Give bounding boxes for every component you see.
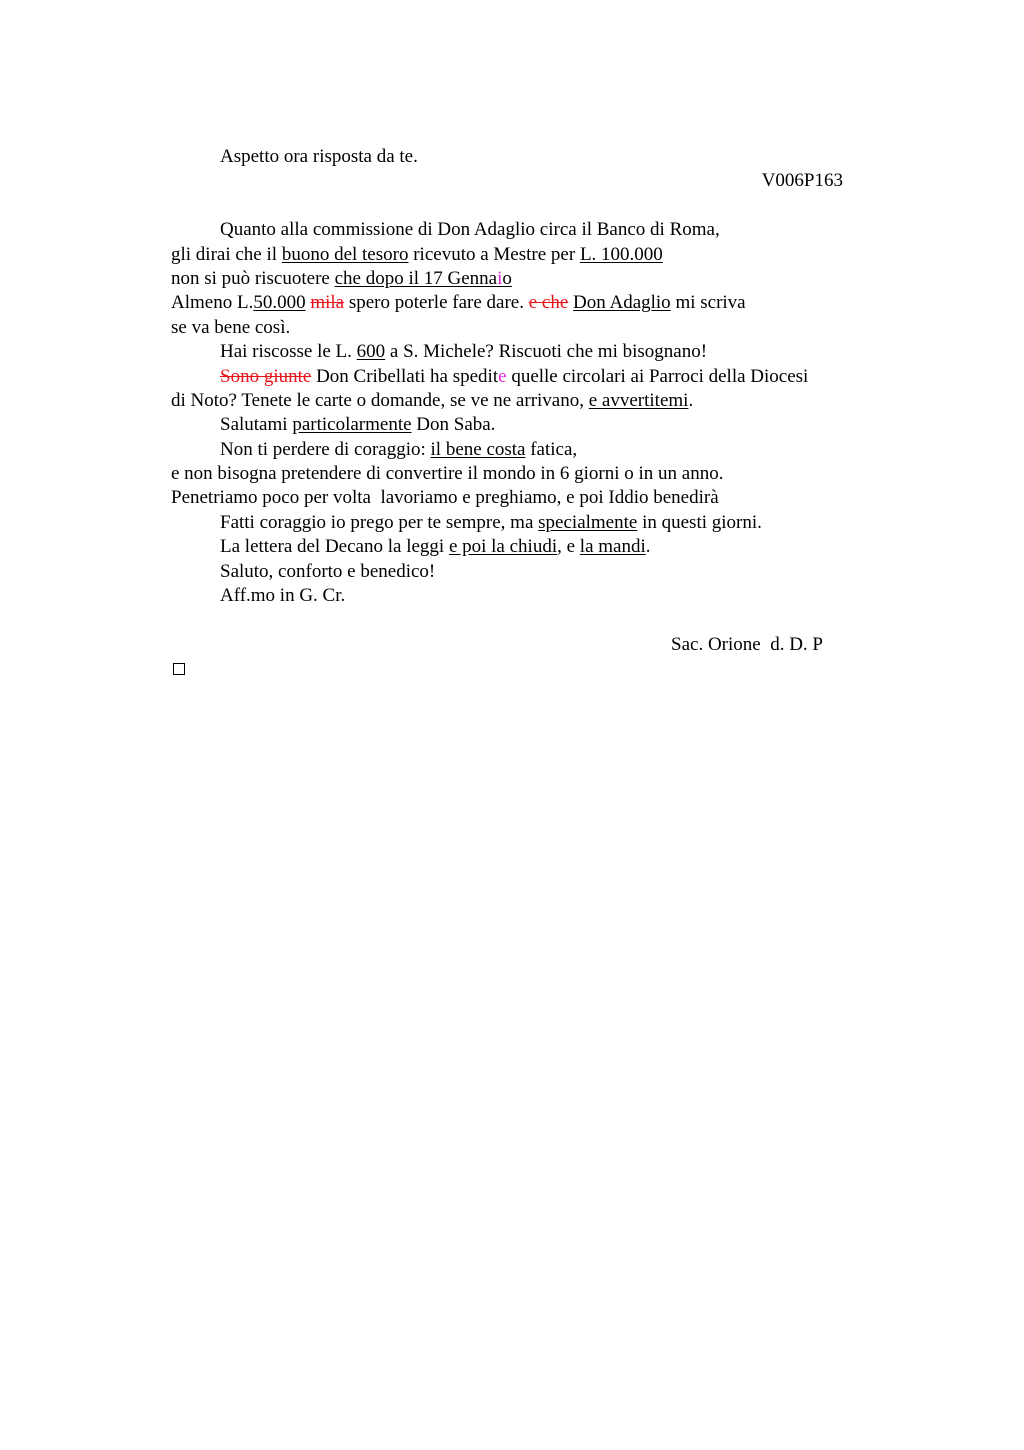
opening-line [171, 145, 871, 169]
underlined-text: particolarmente [292, 414, 412, 436]
text: V006P163 [761, 170, 843, 192]
paragraph-line [171, 243, 871, 267]
text: Fatti coraggio io prego per te sempre, ma [220, 511, 539, 533]
text: spero poterle fare dare. [344, 292, 529, 314]
underlined-text: il bene costa [430, 438, 526, 460]
inserted-text: e [498, 365, 507, 387]
paragraph-line [171, 413, 871, 437]
underlined-text: 50.000 [253, 292, 306, 314]
blank-line [171, 194, 871, 218]
text: ricevuto a Mestre per [408, 243, 580, 265]
closing-line [171, 560, 871, 584]
text: Salutami [220, 414, 293, 436]
paragraph-line [171, 218, 871, 242]
signature [171, 633, 871, 657]
underlined-text: e poi la chiudi [448, 536, 558, 558]
blank-line [171, 608, 871, 632]
text: Don Cribellati ha spedit [311, 365, 499, 387]
underlined-text: buono del tesoro [281, 243, 409, 265]
text: Quanto alla commissione di Don Adaglio circa il Banco di Roma, [220, 219, 720, 241]
text: Penetriamo poco per volta lavoriamo e preghiamo, e poi Iddio benedirà [171, 487, 719, 509]
text: Don Saba. [411, 414, 496, 436]
text: di Noto? Tenete le carte o domande, se ve ne arrivano, [171, 389, 589, 411]
letter-page [171, 145, 871, 682]
underlined-text: la mandi [579, 536, 646, 558]
paragraph-line [171, 511, 871, 535]
checkbox-line [171, 657, 871, 681]
paragraph-line [171, 267, 871, 291]
text: mi scriva [670, 292, 746, 314]
text: Saluto, conforto e benedico! [220, 560, 436, 582]
checkbox-square-icon [173, 663, 185, 675]
text: La lettera del Decano la leggi [220, 536, 449, 558]
text: se va bene così. [171, 316, 291, 338]
underlined-text: che dopo il 17 Genna [334, 267, 498, 289]
deleted-text: mila [310, 292, 345, 314]
paragraph-line [171, 316, 871, 340]
deleted-text: Sono giunte [220, 365, 312, 387]
text: . [645, 536, 651, 558]
paragraph-line [171, 438, 871, 462]
underlined-text: 600 [356, 341, 386, 363]
text: in questi giorni. [637, 511, 762, 533]
text: a S. Michele? Riscuoti che mi bisognano! [385, 341, 708, 363]
text: Non ti perdere di coraggio: [220, 438, 431, 460]
text: Aspetto ora risposta da te. [220, 146, 418, 167]
paragraph-line [171, 340, 871, 364]
paragraph-line [171, 291, 871, 315]
text: Aff.mo in G. Cr. [220, 585, 346, 607]
underlined-text: L. 100.000 [579, 243, 663, 265]
text: . [688, 389, 694, 411]
paragraph-line [171, 462, 871, 486]
underlined-text: Don Adaglio [573, 292, 671, 314]
inserted-text: i [497, 267, 503, 289]
underlined-text: e avvertitemi [588, 389, 689, 411]
text: , e [557, 536, 580, 558]
deleted-text: e che [528, 292, 569, 314]
underlined-text: o [502, 267, 512, 289]
paragraph-line [171, 365, 871, 389]
text: non si può riscuotere [171, 267, 335, 289]
text: quelle circolari ai Parroci della Diocesi [506, 365, 809, 387]
paragraph-line [171, 486, 871, 510]
underlined-text: specialmente [538, 511, 638, 533]
text: Almeno L. [171, 292, 254, 314]
text: e non bisogna pretendere di convertire il mondo in 6 giorni o in un anno. [171, 463, 724, 485]
paragraph-line [171, 535, 871, 559]
closing-line [171, 584, 871, 608]
text: Hai riscosse le L. [220, 341, 357, 363]
text: gli dirai che il [171, 243, 282, 265]
reference-code [171, 169, 871, 193]
text: fatica, [525, 438, 578, 460]
signature-text: Sac. Orione d. D. P [671, 633, 823, 655]
paragraph-line [171, 389, 871, 413]
